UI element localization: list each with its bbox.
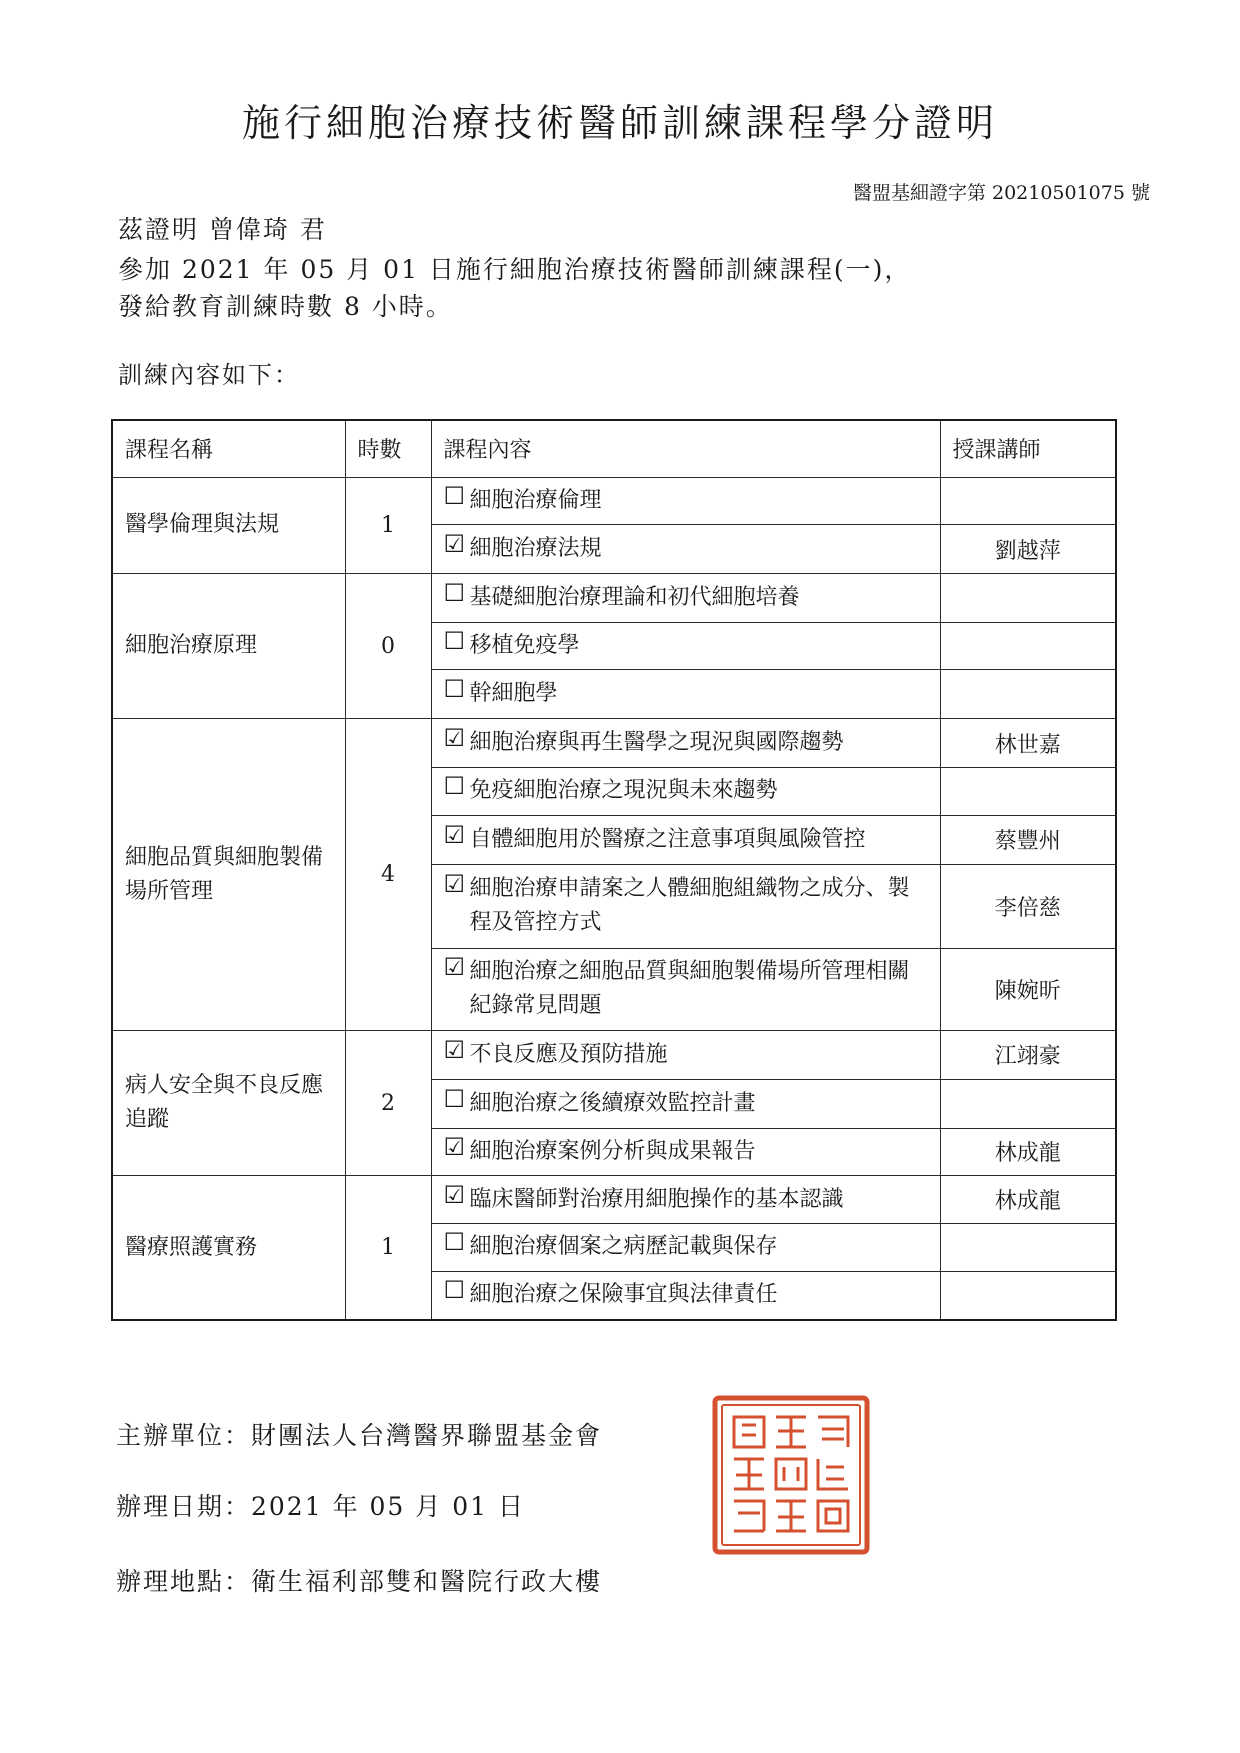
lecturer-name: 林世嘉 [940, 719, 1116, 768]
course-hours: 2 [345, 1030, 431, 1175]
course-category-name: 細胞品質與細胞製備場所管理 [112, 719, 345, 1031]
course-hours: 0 [345, 573, 431, 718]
table-row [112, 573, 1116, 622]
lecturer-name: 江翊豪 [940, 1030, 1116, 1079]
lecturer-name [940, 670, 1116, 719]
course-content-text: 細胞治療法規 [469, 536, 602, 562]
course-content-cell [431, 1271, 940, 1320]
checked-box-icon: ☑ [443, 1180, 466, 1209]
empty-checkbox-icon: ☐ [443, 1084, 466, 1113]
checked-box-icon: ☑ [443, 870, 466, 899]
course-content-cell [431, 768, 940, 816]
lecturer-name [940, 768, 1116, 816]
table-row [112, 477, 1116, 525]
course-content-cell [431, 1128, 940, 1176]
checked-box-icon: ☑ [443, 1035, 466, 1064]
checked-box-icon: ☑ [443, 1132, 466, 1161]
header-course-name: 課程名稱 [112, 420, 345, 477]
foundation-seal [712, 1395, 870, 1555]
course-content-cell [431, 1176, 940, 1224]
checked-box-icon: ☑ [443, 530, 466, 559]
header-content: 課程內容 [431, 420, 940, 477]
course-content-text: 不良反應及預防措施 [469, 1041, 668, 1067]
lecturer-name [940, 1271, 1116, 1320]
certificate-number: 醫盟基細證字第 20210501075 號 [852, 182, 1150, 204]
course-content-cell [431, 670, 940, 719]
table-row [112, 1176, 1116, 1224]
empty-checkbox-icon: ☐ [443, 772, 466, 801]
course-content-text: 免疫細胞治療之現況與未來趨勢 [469, 778, 778, 804]
table-row [112, 1030, 1116, 1079]
course-content-cell [431, 864, 940, 948]
course-content-text: 自體細胞用於醫療之注意事項與風險管控 [469, 826, 866, 852]
course-content-text: 細胞治療倫理 [469, 487, 602, 513]
course-hours: 1 [345, 477, 431, 573]
content-intro: 訓練內容如下： [118, 361, 300, 389]
table-row [112, 719, 1116, 768]
checked-box-icon: ☑ [443, 820, 466, 849]
empty-checkbox-icon: ☐ [443, 675, 466, 704]
course-content-text: 基礎細胞治療理論和初代細胞培養 [469, 584, 800, 610]
course-content-text: 細胞治療之保險事宜與法律責任 [469, 1282, 778, 1308]
course-content-cell [431, 573, 940, 622]
certify-line: 茲證明 曾偉琦 君 [118, 215, 327, 244]
header-hours: 時數 [345, 420, 431, 477]
header-lecturer: 授課講師 [940, 420, 1116, 477]
hours-line: 發給教育訓練時數 8 小時。 [118, 292, 453, 321]
date-line: 辦理日期：2021 年 05 月 01 日 [116, 1492, 525, 1521]
course-content-cell [431, 1030, 940, 1079]
course-content-cell [431, 477, 940, 525]
lecturer-name: 林成龍 [940, 1176, 1116, 1224]
course-table [111, 419, 1117, 1321]
course-content-text: 細胞治療申請案之人體細胞組織物之成分、製程及管控方式 [469, 876, 910, 936]
table-header-row [112, 420, 1116, 477]
empty-checkbox-icon: ☐ [443, 1276, 466, 1305]
empty-checkbox-icon: ☐ [443, 578, 466, 607]
course-content-cell [431, 1079, 940, 1128]
course-category-name: 細胞治療原理 [112, 573, 345, 718]
empty-checkbox-icon: ☐ [443, 627, 466, 656]
course-content-cell [431, 525, 940, 574]
checked-box-icon: ☑ [443, 953, 466, 982]
course-content-cell [431, 948, 940, 1030]
course-content-text: 細胞治療之後續療效監控計畫 [469, 1090, 756, 1116]
lecturer-name: 林成龍 [940, 1128, 1116, 1176]
course-content-cell [431, 719, 940, 768]
organizer-line: 主辦單位：財團法人台灣醫界聯盟基金會 [116, 1421, 603, 1450]
course-content-text: 臨床醫師對治療用細胞操作的基本認識 [469, 1186, 844, 1212]
page-title: 施行細胞治療技術醫師訓練課程學分證明 [241, 101, 998, 145]
course-content-text: 移植免疫學 [469, 633, 580, 659]
lecturer-name [940, 1223, 1116, 1271]
lecturer-name [940, 477, 1116, 525]
course-category-name: 醫學倫理與法規 [112, 477, 345, 573]
empty-checkbox-icon: ☐ [443, 481, 466, 510]
course-hours: 1 [345, 1176, 431, 1320]
course-content-text: 細胞治療案例分析與成果報告 [469, 1138, 756, 1164]
lecturer-name: 劉越萍 [940, 525, 1116, 574]
lecturer-name [940, 1079, 1116, 1128]
checked-box-icon: ☑ [443, 724, 466, 753]
location-line: 辦理地點：衛生福利部雙和醫院行政大樓 [116, 1567, 603, 1596]
lecturer-name: 陳婉昕 [940, 948, 1116, 1030]
course-category-name: 病人安全與不良反應追蹤 [112, 1030, 345, 1175]
lecturer-name: 李倍慈 [940, 864, 1116, 948]
table-body [112, 477, 1116, 1320]
course-content-cell [431, 622, 940, 670]
lecturer-name [940, 573, 1116, 622]
attendance-line: 參加 2021 年 05 月 01 日施行細胞治療技術醫師訓練課程(一)， [118, 255, 912, 284]
course-content-cell [431, 815, 940, 864]
course-content-cell [431, 1223, 940, 1271]
lecturer-name: 蔡豐州 [940, 815, 1116, 864]
course-content-text: 幹細胞學 [469, 681, 558, 707]
empty-checkbox-icon: ☐ [443, 1228, 466, 1257]
course-hours: 4 [345, 719, 431, 1031]
course-content-text: 細胞治療個案之病歷記載與保存 [469, 1234, 778, 1260]
course-category-name: 醫療照護實務 [112, 1176, 345, 1320]
course-content-text: 細胞治療與再生醫學之現況與國際趨勢 [469, 730, 844, 756]
course-content-text: 細胞治療之細胞品質與細胞製備場所管理相關紀錄常見問題 [469, 959, 910, 1019]
lecturer-name [940, 622, 1116, 670]
